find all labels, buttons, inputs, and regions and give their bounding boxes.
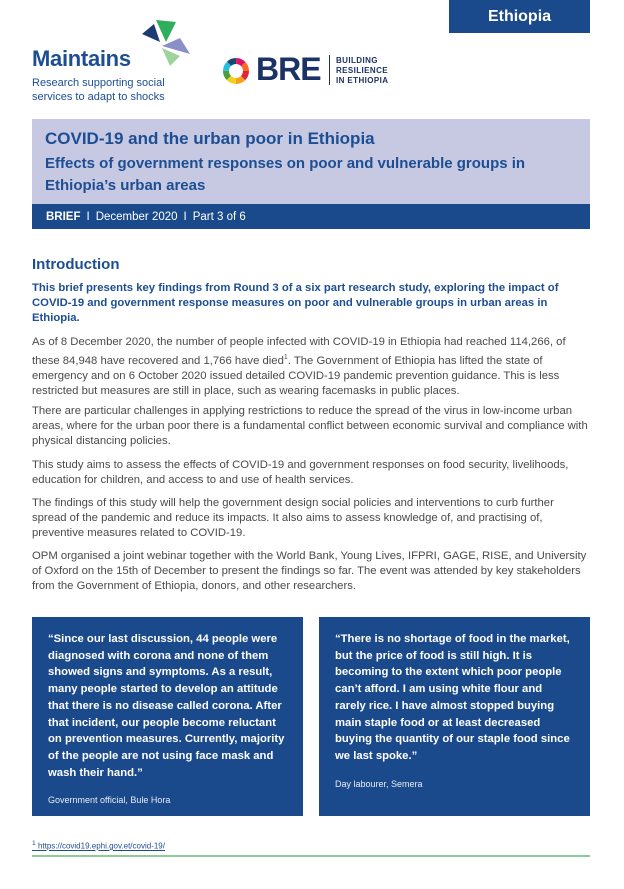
brief-separator: I	[183, 210, 187, 223]
paragraph-3: This study aims to assess the effects of COVID-19 and government responses on food security, livelihoods, education for children, and access to and use of health services.	[32, 459, 569, 486]
quote-text: “Since our last discussion, 44 people were diagnosed with corona and none of them showed signs and symptoms. As a result, many people started to develop an attitude that there is no disease called corona. After that incident, our people become reluctant on prevention measures. Currently, majority of the people are not using face mask and wash their hand.”	[48, 633, 285, 779]
paragraph-4: The findings of this study will help the government design social policies and interventions to curb further spread of the pandemic and reduce its impacts. It also aims to assess knowledge of, and practising of, preventive measures related to COVID-19.	[32, 497, 554, 539]
paragraph-5: OPM organised a joint webinar together with the World Bank, Young Lives, IFPRI, GAGE, RISE, and University of Oxford on the 15th of December to present the findings so far. The event was attended by key stakeholders from the Government of Ethiopia, donors, and other researchers.	[32, 550, 587, 592]
paragraph-1	[32, 335, 590, 399]
bre-logo-divider	[329, 55, 330, 85]
maintains-tagline-line1: Research supporting social	[32, 77, 165, 89]
maintains-tagline	[32, 76, 192, 104]
maintains-logo-name: Maintains	[32, 46, 131, 71]
bre-logo-name: BRE	[256, 51, 321, 87]
page-title: COVID-19 and the urban poor in Ethiopia	[45, 129, 375, 148]
bre-sub-line2: RESILIENCE	[336, 66, 389, 75]
paragraph-1-text: As of 8 December 2020, the number of people infected with COVID-19 in Ethiopia had reached 114,266, of these 84,948 have recovered and 1,766 have died	[32, 336, 566, 367]
bre-logo-subtext	[336, 56, 388, 86]
maintains-logo-mark	[140, 20, 192, 72]
maintains-tagline-line2: services to adapt to shocks	[32, 91, 165, 103]
quote-box	[319, 617, 590, 816]
country-tab: Ethiopia	[449, 0, 590, 33]
quote-attribution: Government official, Bule Hora	[48, 795, 171, 806]
brief-part: Part 3 of 6	[192, 210, 246, 223]
footnote-marker: 1	[32, 840, 36, 847]
bre-sub-line3: IN ETHIOPIA	[336, 76, 389, 85]
section-heading-introduction: Introduction	[32, 256, 120, 273]
footnote-ref[interactable]: 1	[283, 354, 288, 361]
footnote	[32, 840, 165, 851]
quote-text: “There is no shortage of food in the market, but the price of food is still high. It is becoming to the extent which poor people can’t afford. I am using white flour and rarely rice. I have almost stopped buying main staple food or at least decreased buying the quantity of our staple food since we last spoke.”	[335, 633, 570, 762]
footnote-link[interactable]: https://covid19.ephi.gov.et/covid-19/	[37, 841, 165, 851]
page-subtitle: Effects of government responses on poor and vulnerable groups in Ethiopia’s urban areas	[45, 155, 526, 194]
footer-divider	[32, 855, 590, 857]
intro-lead-paragraph: This brief presents key findings from Round 3 of a six part research study, exploring the impact of COVID-19 and government response measures on poor and vulnerable groups in urban areas in Ethiopia.	[32, 282, 559, 324]
brief-separator: I	[86, 210, 90, 223]
brief-type: BRIEF	[46, 210, 81, 223]
paragraph-2: There are particular challenges in applying restrictions to reduce the spread of the virus in low-income urban areas, where for the urban poor there is a fundamental conflict between economic survival and compliance with physical distancing policies.	[32, 405, 588, 447]
quote-attribution: Day labourer, Semera	[335, 778, 423, 789]
brief-info-bar	[32, 204, 590, 229]
paragraph-1-text-cont: . The Government of Ethiopia has lifted the state of emergency and on 6 October 2020 issued detailed COVID-19 pandemic prevention guidance. This is less restricted but measures are still in place, such as wearing facemasks in public places.	[32, 354, 560, 397]
bre-sub-line1: BUILDING	[336, 56, 378, 65]
bre-logo-wheel	[222, 57, 250, 85]
brief-date: December 2020	[95, 210, 178, 223]
quote-box	[32, 617, 303, 816]
